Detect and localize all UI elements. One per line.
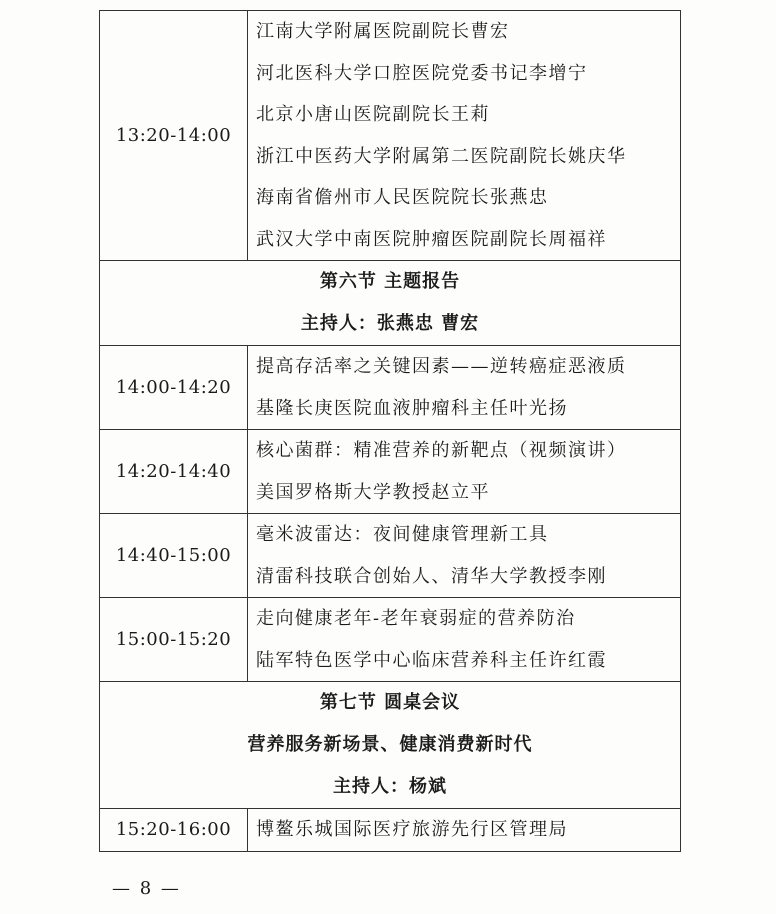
page-number: — 8 — xyxy=(112,878,181,899)
content-line: 走向健康老年-老年衰弱症的营养防治 xyxy=(256,608,576,629)
session-content xyxy=(248,346,681,430)
agenda-row xyxy=(100,598,681,682)
content-line: 浙江中医药大学附属第二医院副院长姚庆华 xyxy=(256,145,627,167)
content-line: 博鳌乐城国际医疗旅游先行区管理局 xyxy=(256,819,568,840)
agenda-row xyxy=(100,11,681,261)
time-slot: 14:00-14:20 xyxy=(100,346,248,430)
section-header-row xyxy=(100,682,681,809)
content-line: 海南省儋州市人民医院院长张燕忠 xyxy=(256,187,549,208)
content-line: 清雷科技联合创始人、清华大学教授李刚 xyxy=(256,565,607,587)
section-header-row xyxy=(100,261,681,346)
section-header xyxy=(100,682,681,809)
session-content xyxy=(248,809,681,852)
time-slot: 14:20-14:40 xyxy=(100,430,248,514)
time-slot: 14:40-15:00 xyxy=(100,514,248,598)
content-line: 基隆长庚医院血液肿瘤科主任叶光扬 xyxy=(256,397,568,419)
agenda-row xyxy=(100,430,681,514)
session-content xyxy=(248,430,681,514)
content-line: 提高存活率之关键因素——逆转癌症恶液质 xyxy=(256,356,627,377)
content-line: 武汉大学中南医院肿瘤医院副院长周福祥 xyxy=(256,228,607,250)
agenda-body xyxy=(100,11,681,852)
section-subtitle: 主持人：张燕忠 曹宏 xyxy=(300,313,480,334)
content-line: 北京小唐山医院副院长王莉 xyxy=(256,104,490,125)
session-content xyxy=(248,598,681,682)
time-slot: 15:00-15:20 xyxy=(100,598,248,682)
content-line: 美国罗格斯大学教授赵立平 xyxy=(256,481,490,503)
agenda-row xyxy=(100,809,681,852)
content-line: 河北医科大学口腔医院党委书记李增宁 xyxy=(256,62,588,84)
time-slot: 13:20-14:00 xyxy=(100,11,248,261)
agenda-row xyxy=(100,346,681,430)
content-line: 核心菌群：精准营养的新靶点（视频演讲） xyxy=(256,440,627,461)
section-title: 第七节 圆桌会议 xyxy=(319,692,461,713)
section-header xyxy=(100,261,681,346)
session-content xyxy=(248,11,681,261)
session-content xyxy=(248,514,681,598)
agenda-row xyxy=(100,514,681,598)
content-line: 江南大学附属医院副院长曹宏 xyxy=(256,21,510,42)
content-line: 陆军特色医学中心临床营养科主任许红霞 xyxy=(256,649,607,671)
time-slot: 15:20-16:00 xyxy=(100,809,248,852)
section-title: 第六节 主题报告 xyxy=(319,271,461,292)
agenda-table xyxy=(99,10,681,852)
section-subtitle: 营养服务新场景、健康消费新时代 xyxy=(247,734,533,755)
section-subtitle: 主持人：杨斌 xyxy=(333,776,447,797)
content-line: 毫米波雷达：夜间健康管理新工具 xyxy=(256,524,549,545)
